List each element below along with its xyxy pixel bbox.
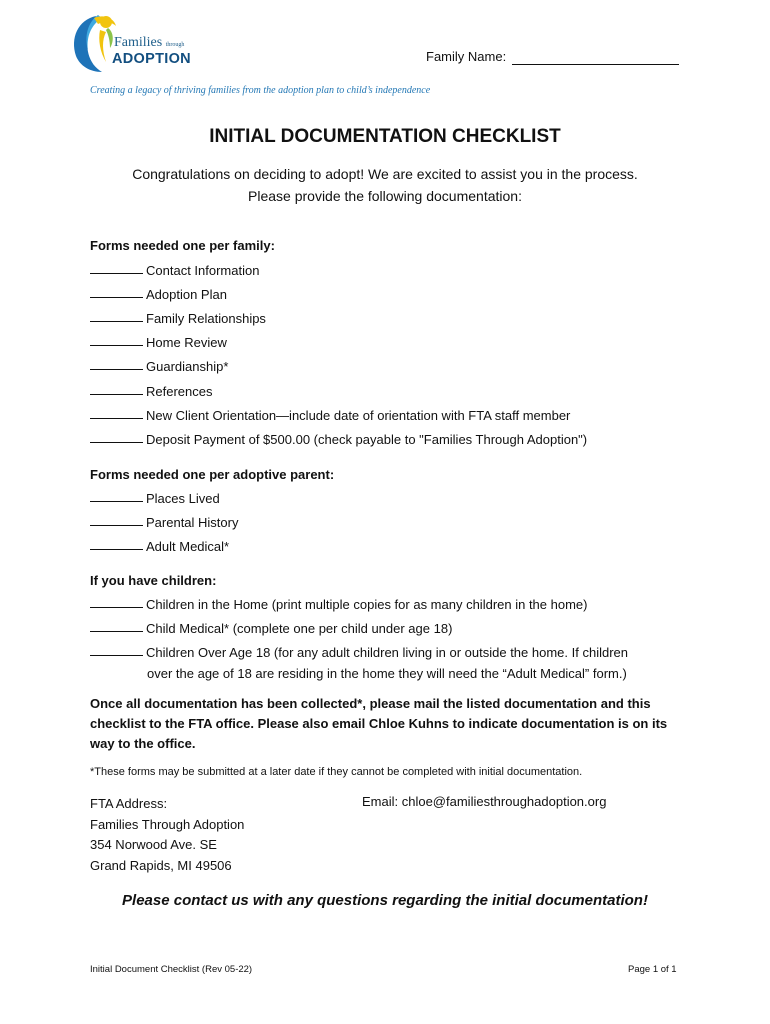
checklist-item[interactable]: Contact Information — [90, 263, 259, 278]
checklist-item-continuation: over the age of 18 are residing in the home they will need the “Adult Medical” form.) — [147, 666, 627, 681]
fta-address: FTA Address: Families Through Adoption 354 Norwood Ave. SE Grand Rapids, MI 49506 — [90, 796, 245, 873]
checklist-item[interactable]: Child Medical* (complete one per child under age 18) — [90, 621, 452, 636]
checklist-item[interactable]: Parental History — [90, 515, 238, 530]
checkbox-blank[interactable] — [90, 655, 143, 656]
checklist-item[interactable]: Children Over Age 18 (for any adult children living in or outside the home. If children — [90, 645, 628, 660]
footer-document-title: Initial Document Checklist (Rev 05-22) — [90, 964, 253, 975]
checkbox-blank[interactable] — [90, 369, 143, 370]
instructions-paragraph: Once all documentation has been collected*, please mail the listed documentation and this checklist to the FTA office. Please also email Chloe Kuhns to indicate documentation is on its way to the office. — [90, 696, 668, 751]
checkbox-blank[interactable] — [90, 345, 143, 346]
checkbox-blank[interactable] — [90, 321, 143, 322]
footnote: *These forms may be submitted at a later date if they cannot be completed with initial documentation. — [90, 766, 583, 778]
intro-line-2: Please provide the following documentation: — [248, 188, 522, 204]
checkbox-blank[interactable] — [90, 418, 143, 419]
section-heading-per-parent: Forms needed one per adoptive parent: — [90, 467, 335, 482]
checklist-item[interactable]: Guardianship* — [90, 359, 228, 374]
checklist-item[interactable]: Places Lived — [90, 491, 220, 506]
checklist-item[interactable]: Adult Medical* — [90, 539, 229, 554]
checklist-item[interactable]: New Client Orientation—include date of orientation with FTA staff member — [90, 408, 570, 423]
checkbox-blank[interactable] — [90, 525, 143, 526]
footer-page-number: Page 1 of 1 — [628, 964, 677, 975]
checkbox-blank[interactable] — [90, 442, 143, 443]
logo-wordmark-families: Families through — [114, 35, 185, 50]
logo-wordmark-adoption: ADOPTION — [112, 51, 191, 67]
family-name-field[interactable] — [512, 64, 679, 65]
checkbox-blank[interactable] — [90, 501, 143, 502]
contact-message: Please contact us with any questions regarding the initial documentation! — [122, 892, 648, 909]
checklist-item[interactable]: Children in the Home (print multiple copies for as many children in the home) — [90, 597, 587, 612]
tagline: Creating a legacy of thriving families from the adoption plan to child’s independence — [90, 85, 431, 96]
page-title: INITIAL DOCUMENTATION CHECKLIST — [209, 126, 561, 147]
email-contact[interactable]: Email: chloe@familiesthroughadoption.org — [362, 794, 607, 809]
checkbox-blank[interactable] — [90, 549, 143, 550]
intro-line-1: Congratulations on deciding to adopt! We are excited to assist you in the process. — [132, 166, 638, 182]
section-heading-children: If you have children: — [90, 573, 217, 588]
checkbox-blank[interactable] — [90, 297, 143, 298]
checklist-item[interactable]: References — [90, 384, 212, 399]
checkbox-blank[interactable] — [90, 631, 143, 632]
section-heading-per-family: Forms needed one per family: — [90, 238, 275, 253]
checklist-item[interactable]: Deposit Payment of $500.00 (check payable to "Families Through Adoption") — [90, 432, 587, 447]
checklist-item[interactable]: Home Review — [90, 335, 227, 350]
family-name-label: Family Name: — [426, 49, 507, 64]
checkbox-blank[interactable] — [90, 273, 143, 274]
checklist-item[interactable]: Adoption Plan — [90, 287, 227, 302]
checkbox-blank[interactable] — [90, 607, 143, 608]
checklist-item[interactable]: Family Relationships — [90, 311, 266, 326]
checkbox-blank[interactable] — [90, 394, 143, 395]
